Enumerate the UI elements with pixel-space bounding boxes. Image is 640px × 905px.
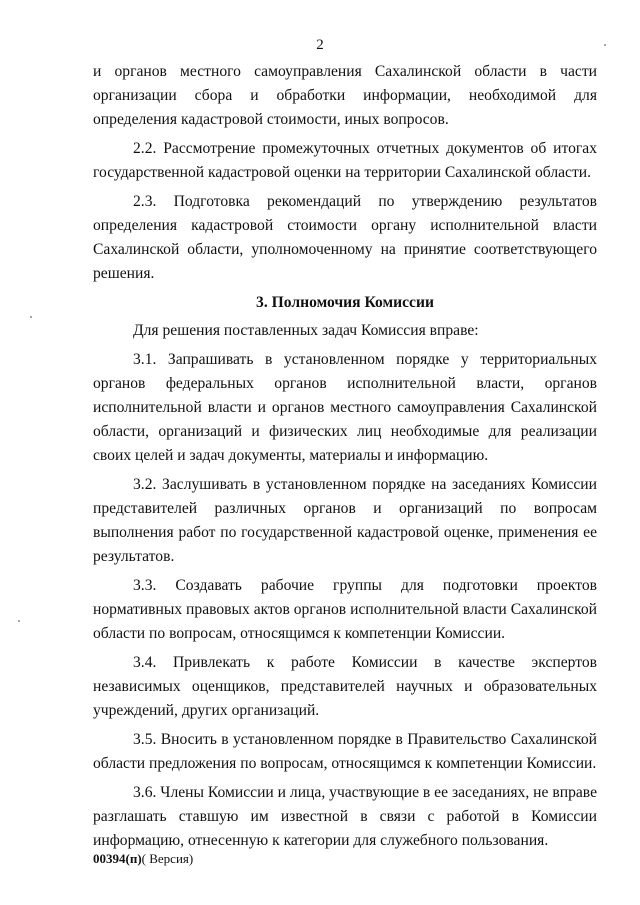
paragraph-3-2: 3.2. Заслушивать в установленном порядке на заседаниях Комиссии представителей различных органов и организаций по вопросам выполнения работ по государственной кадастровой оценке, применения ее результатов. [93,476,597,565]
paragraph-3-5: 3.5. Вносить в установленном порядке в Правительство Сахалинской области предложения по вопросам, относящимся к компетенции Комиссии. [93,731,597,772]
section-heading-3: 3. Полномочия Комиссии [256,294,434,311]
footer-code: 00394(п) [93,851,142,866]
footer-version: ( Версия) [141,851,194,866]
scan-speck [604,44,606,46]
page-number: 2 [316,37,324,53]
document-footer [93,851,193,867]
paragraph-3-4: 3.4. Привлекать к работе Комиссии в качестве экспертов независимых оценщиков, представителей научных и образовательных учреждений, других организаций. [93,654,597,719]
scan-speck [18,620,20,622]
paragraph-2-3: 2.3. Подготовка рекомендаций по утверждению результатов определения кадастровой стоимости органу исполнительной власти Сахалинской области, уполномоченному на принятие соответствующего решения. [93,193,597,282]
scan-speck [30,316,32,318]
paragraph-3-3: 3.3. Создавать рабочие группы для подготовки проектов нормативных правовых актов органов исполнительной власти Сахалинской области по вопросам, относящимся к компетенции Комиссии. [93,577,597,642]
paragraph-3-6: 3.6. Члены Комиссии и лица, участвующие в ее заседаниях, не вправе разглашать ставшую им известной в связи с работой в Комиссии информацию, отнесенную к категории для служебного пользования. [93,784,597,849]
paragraph-2-2: 2.2. Рассмотрение промежуточных отчетных документов об итогах государственной кадастровой оценки на территории Сахалинской области. [93,140,597,181]
paragraph-intro: Для решения поставленных задач Комиссия вправе: [133,322,479,339]
document-body [93,60,597,858]
paragraph-3-1: 3.1. Запрашивать в установленном порядке у территориальных органов федеральных органов исполнительной власти, органов исполнительной власти и органов местного самоуправления Сахалинской области, организаций и физических лиц необходимые для реализации своих целей и задач документы, материалы и информацию. [93,351,597,464]
paragraph-continuation: и органов местного самоуправления Сахалинской области в части организации сбора и обработки информации, необходимой для определения кадастровой стоимости, иных вопросов. [93,63,597,128]
